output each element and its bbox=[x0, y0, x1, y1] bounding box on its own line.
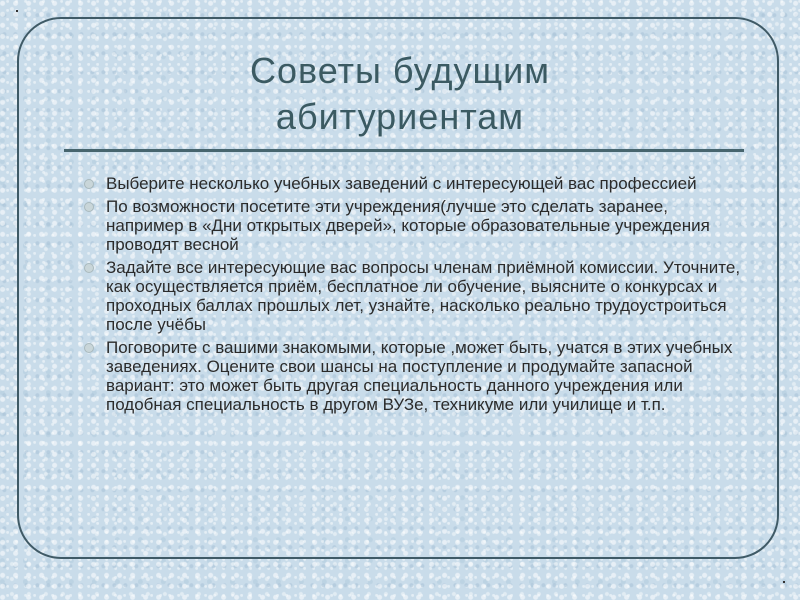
bullet-text: Задайте все интересующие вас вопросы членам приёмной комиссии. Уточните, как осуществляется приём, бесплатное ли обучение, выясните о конкурсах и проходных баллах прошлых лет, узнайте, насколько реально трудоустроиться после учёбы bbox=[106, 258, 741, 334]
corner-dot bbox=[16, 10, 18, 12]
bullet-text: По возможности посетите эти учреждения(лучше это сделать заранее, например в «Дни открытых дверей», которые образовательные учреждения проводят весной bbox=[106, 197, 710, 254]
bullet-dot-icon bbox=[84, 263, 94, 273]
bullet-text: Поговорите с вашими знакомыми, которые ,может быть, учатся в этих учебных заведениях. Оцените свои шансы на поступление и продумайте запасной вариант: это может быть другая специальность данного учреждения или подобная специальность в другом ВУЗе, техникуме или училище и т.п. bbox=[106, 338, 733, 414]
bullet-item bbox=[84, 174, 744, 193]
corner-dot bbox=[783, 581, 785, 583]
bullet-dot-icon bbox=[84, 202, 94, 212]
bullet-item bbox=[84, 338, 744, 414]
bullet-item bbox=[84, 197, 744, 254]
bullet-list bbox=[84, 174, 744, 418]
bullet-dot-icon bbox=[84, 179, 94, 189]
title-divider bbox=[64, 149, 744, 152]
bullet-dot-icon bbox=[84, 343, 94, 353]
bullet-item bbox=[84, 258, 744, 334]
slide-title: Советы будущим абитуриентам bbox=[249, 50, 551, 137]
bullet-text: Выберите несколько учебных заведений с интересующей вас профессией bbox=[106, 174, 697, 193]
